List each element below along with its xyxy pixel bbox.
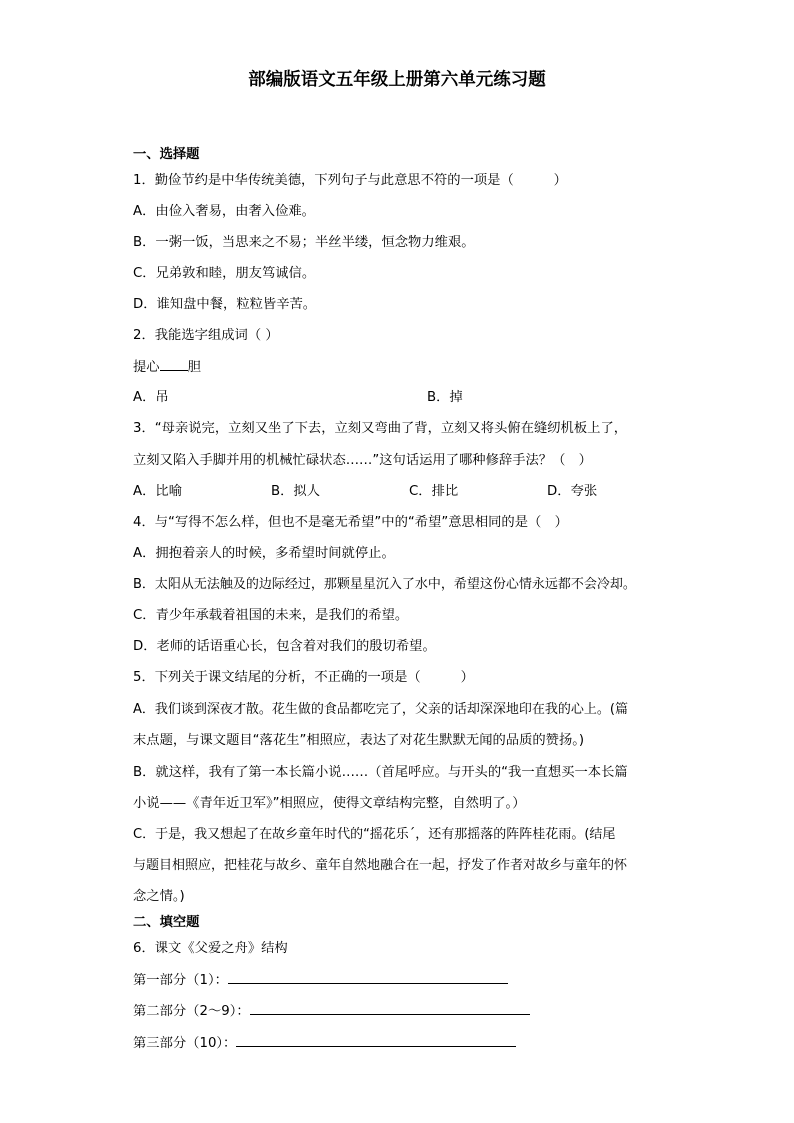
q6-part3-blank[interactable] — [236, 1034, 516, 1047]
q4-option-b: B．太阳从无法触及的边际经过，那颗星星沉入了水中，希望这份心情永远都不会冷却。 — [133, 577, 636, 592]
q5-option-b-line2: 小说——《青年近卫军》”相照应，使得文章结构完整，自然明了。） — [133, 796, 526, 811]
q1-option-d: D．谁知盘中餐，粒粒皆辛苦。 — [133, 297, 317, 312]
q4-stem: 4．与“写得不怎么样，但也不是毫无希望”中的“希望”意思相同的是（ ） — [133, 515, 568, 530]
q2-stem: 2．我能选字组成词（ ） — [133, 328, 279, 343]
q2-blank — [160, 358, 188, 371]
q6-part1-label: 第一部分（1）： — [133, 973, 228, 988]
q3-option-d: D．夸张 — [547, 484, 598, 499]
q3-option-c: C．排比 — [409, 484, 459, 499]
q1-stem: 1．勤俭节约是中华传统美德，下列句子与此意思不符的一项是（ ） — [133, 173, 567, 188]
q6-part2-label: 第二部分（2～9）： — [133, 1004, 250, 1019]
q1-option-b: B．一粥一饭，当思来之不易；半丝半缕，恒念物力维艰。 — [133, 235, 475, 250]
q6-part1 — [133, 971, 508, 990]
q5-option-c-line2: 与题目相照应，把桂花与故乡、童年自然地融合在一起，抒发了作者对故乡与童年的怀 — [133, 858, 628, 873]
q6-part3-label: 第三部分（10）： — [133, 1036, 237, 1051]
q2-options — [133, 389, 653, 407]
q5-option-a-line2: 末点题，与课文题目“落花生”相照应，表达了对花生默默无闻的品质的赞扬。) — [133, 733, 585, 748]
q2-phrase — [133, 358, 201, 377]
q5-option-b-line1: B．就这样，我有了第一本长篇小说……（首尾呼应。与开头的“我一直想买一本长篇 — [133, 765, 628, 780]
section-heading-choice: 一、选择题 — [133, 147, 200, 162]
q2-option-a: A．吊 — [133, 390, 169, 405]
q1-option-c: C．兄弟敦和睦，朋友笃诚信。 — [133, 266, 316, 281]
section-heading-fill: 二、填空题 — [133, 915, 200, 930]
q3-option-b: B．拟人 — [271, 484, 321, 499]
q5-stem: 5．下列关于课文结尾的分析，不正确的一项是（ ） — [133, 670, 474, 685]
q6-part2 — [133, 1002, 530, 1021]
q4-option-c: C．青少年承载着祖国的未来，是我们的希望。 — [133, 608, 409, 623]
q5-option-a-line1: A．我们谈到深夜才散。花生做的食品都吃完了，父亲的话却深深地印在我的心上。(篇 — [133, 702, 628, 717]
q4-option-d: D．老师的话语重心长，包含着对我们的殷切希望。 — [133, 639, 436, 654]
q3-option-a: A．比喻 — [133, 484, 182, 499]
q1-option-a: A．由俭入奢易，由奢入俭难。 — [133, 204, 315, 219]
q5-option-c-line3: 念之情。) — [133, 889, 185, 904]
q5-option-c-line1: C．于是，我又想起了在故乡童年时代的“摇花乐ˊ，还有那摇落的阵阵桂花雨。(结尾 — [133, 827, 616, 842]
q2-option-b: B．掉 — [427, 390, 463, 405]
q6-part3 — [133, 1034, 516, 1053]
page-title: 部编版语文五年级上册第六单元练习题 — [248, 70, 546, 90]
q3-stem-line2: 立刻又陷入手脚并用的机械忙碌状态……”这句话运用了哪种修辞手法？（ ） — [133, 453, 592, 468]
q4-option-a: A．拥抱着亲人的时候，多希望时间就停止。 — [133, 546, 395, 561]
q2-phrase-prefix: 提心 — [133, 360, 160, 375]
q3-stem-line1: 3．“母亲说完，立刻又坐了下去，立刻又弯曲了背，立刻又将头俯在缝纫机板上了， — [133, 421, 628, 436]
q2-phrase-suffix: 胆 — [187, 360, 201, 375]
q6-part1-blank[interactable] — [228, 971, 508, 984]
q6-stem: 6．课文《父爱之舟》结构 — [133, 941, 288, 956]
q6-part2-blank[interactable] — [250, 1002, 530, 1015]
